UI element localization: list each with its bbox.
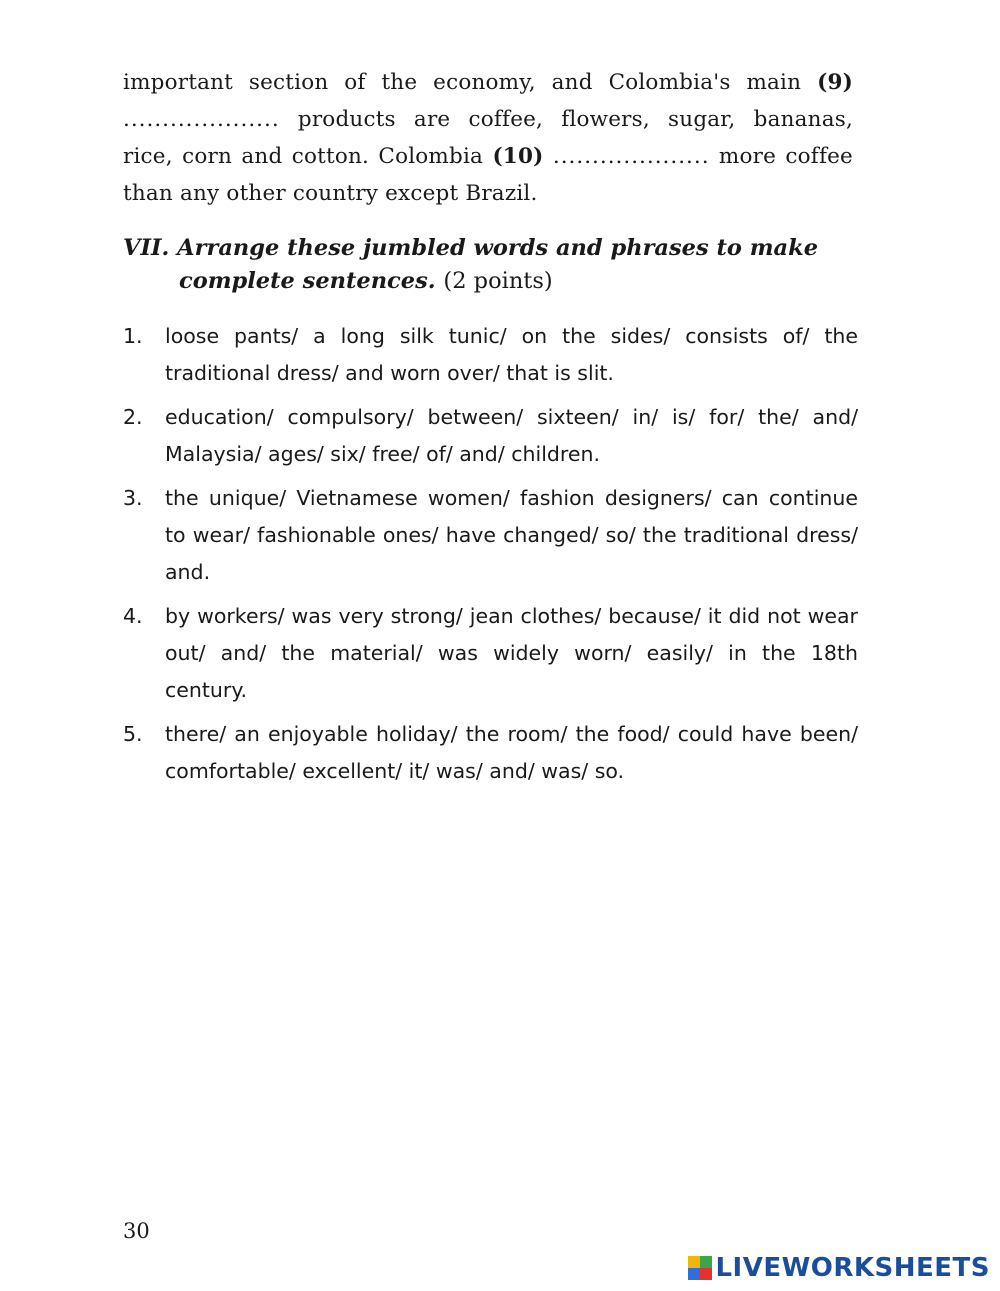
- item-number: 2.: [123, 405, 143, 429]
- exercise-item: [123, 598, 858, 709]
- exercise-item: [123, 318, 858, 392]
- blank-marker-9: (9): [817, 70, 853, 95]
- exercise-item: [123, 716, 858, 790]
- liveworksheets-logo-icon: [688, 1256, 712, 1280]
- passage-line3-end: more coffee: [718, 144, 853, 169]
- passage-line-3: [123, 138, 853, 175]
- passage-line-2: [123, 101, 853, 138]
- heading-line2-text: complete sentences.: [179, 268, 436, 294]
- item-number: 4.: [123, 604, 143, 628]
- heading-line-2: [123, 265, 863, 298]
- liveworksheets-brand[interactable]: [688, 1253, 990, 1283]
- logo-square-1: [688, 1256, 700, 1268]
- exercise-list: [123, 318, 858, 797]
- item-text: there/ an enjoyable holiday/ the room/ the food/ could have been/ comfortable/ excellent/ it/ was/ and/ was/ so.: [165, 722, 858, 783]
- points-label: (2 points): [443, 268, 553, 294]
- logo-square-2: [700, 1256, 712, 1268]
- item-number: 3.: [123, 486, 143, 510]
- item-number: 5.: [123, 722, 143, 746]
- item-number: 1.: [123, 324, 143, 348]
- passage-line-1: [123, 64, 853, 101]
- passage-line3-text: rice, corn and cotton. Colombia: [123, 144, 484, 169]
- item-text: education/ compulsory/ between/ sixteen/ in/ is/ for/ the/ and/ Malaysia/ ages/ six/ free/ of/ and/ children.: [165, 405, 858, 466]
- item-text: loose pants/ a long silk tunic/ on the sides/ consists of/ the traditional dress/ and worn over/ that is slit.: [165, 324, 858, 385]
- passage-line1-text: important section of the economy, and Colombia's main: [123, 70, 802, 95]
- heading-line-1: VII. Arrange these jumbled words and phrases to make: [123, 235, 819, 261]
- logo-square-3: [688, 1268, 700, 1280]
- blank-marker-10: (10): [492, 144, 544, 169]
- page-number: 30: [123, 1219, 150, 1243]
- item-text: by workers/ was very strong/ jean clothes/ because/ it did not wear out/ and/ the material/ was widely worn/ easily/ in the 18th century.: [165, 604, 858, 702]
- item-text: the unique/ Vietnamese women/ fashion designers/ can continue to wear/ fashionable ones/ have changed/ so/ the traditional dress/ and.: [165, 486, 858, 584]
- brand-name: LIVEWORKSHEETS: [715, 1253, 990, 1283]
- exercise-item: [123, 399, 858, 473]
- passage-line2-text: products are coffee, flowers, sugar, bananas,: [297, 107, 853, 132]
- answer-blank-10[interactable]: ....................: [552, 144, 710, 169]
- answer-blank-9[interactable]: ....................: [123, 107, 280, 132]
- logo-square-4: [700, 1268, 712, 1280]
- passage-text: [123, 64, 853, 212]
- section-heading: [123, 232, 863, 298]
- passage-line-4: than any other country except Brazil.: [123, 181, 538, 206]
- exercise-item: [123, 480, 858, 591]
